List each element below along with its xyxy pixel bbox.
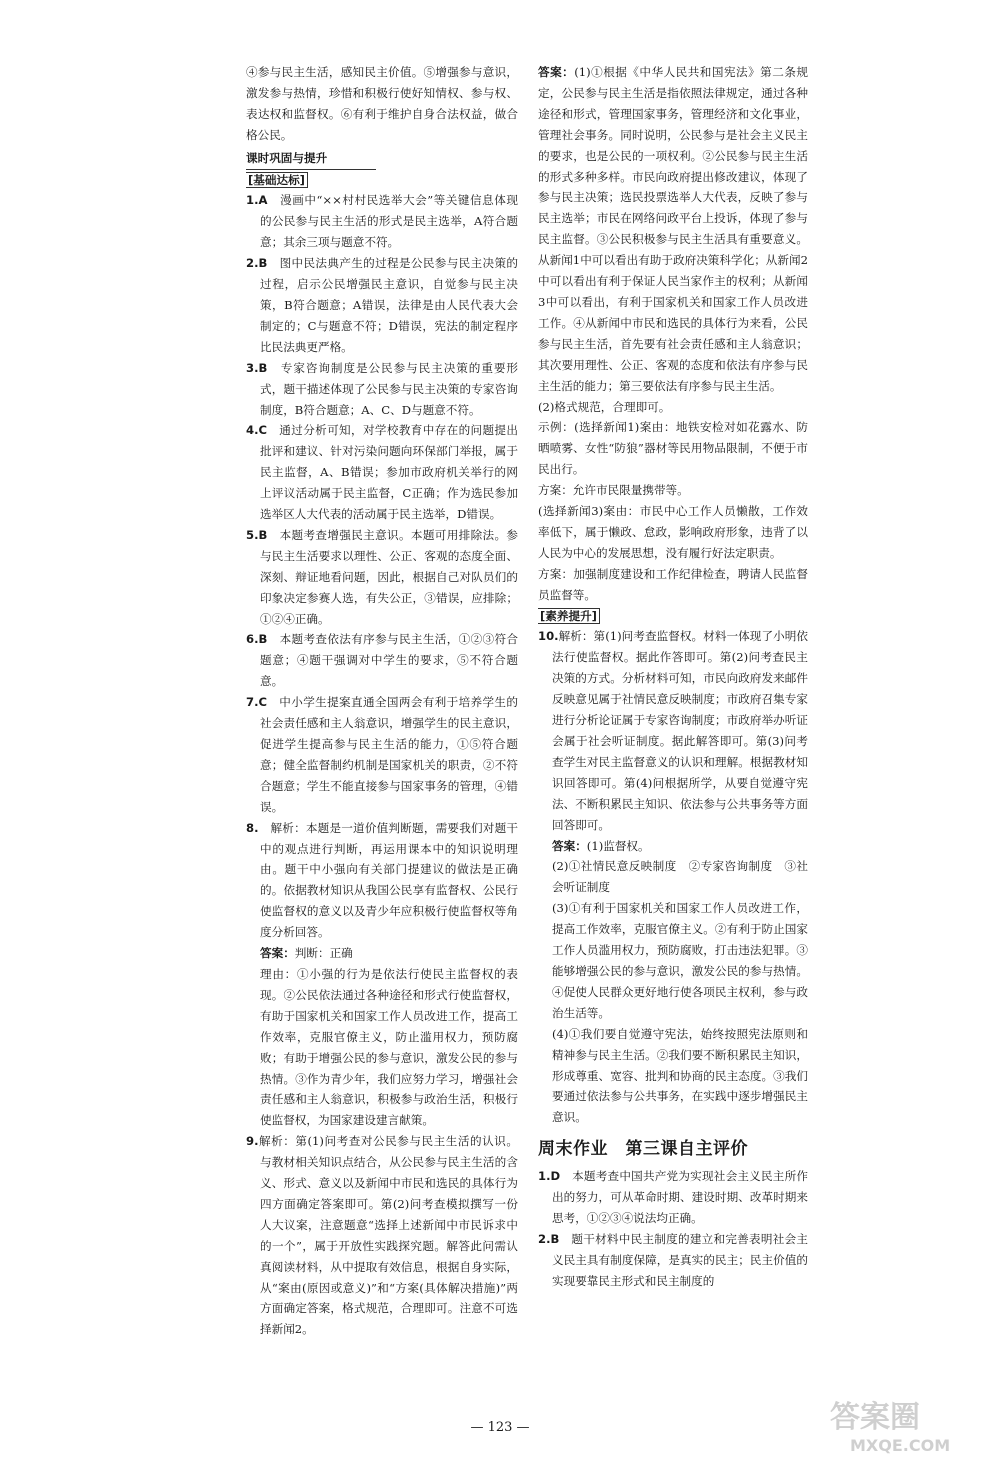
- question-item-text: 本题考查依法有序参与民主生活，①②③符合题意；④题干强调对中学生的要求，⑤不符合题意。: [260, 632, 518, 689]
- question-item-text: 解析：本题是一道价值判断题，需要我们对题干中的观点进行判断，再运用课本中的知识说明理由。题干中小强向有关部门提建议的做法是正确的。依据教材知识从我国公民享有监督权、公民行使监督权的意义以及青少年应积极行使监督权等角度分析回答。: [260, 820, 518, 940]
- page-number: — 123 —: [470, 1420, 530, 1435]
- answer9-part2: (2)格式规范，合理即可。: [538, 399, 671, 414]
- item-9-text: 解析：第(1)问考查对公民参与民主生活的认识。与教材相关知识点结合，从公民参与民主生活的含义、形式、意义以及新闻中市民和选民的具体行为四方面确定答案即可。第(2)问考查模拟撰写一份人大议案，注意题意“选择上述新闻中市民诉求中的一个”，属于开放性实践探究题。解答此问需认真阅读材料，从中提取有效信息，根据自身实际，从“案由(原因或意义)”和“方案(具体解决措施)”两方面确定答案，格式规范，合理即可。注意不可选择新闻2。: [258, 1134, 518, 1337]
- weekly-item-2: [538, 1229, 808, 1292]
- weekly-item-1: [538, 1166, 808, 1229]
- question-item-8: [246, 818, 518, 943]
- watermark-logo: [820, 1395, 985, 1457]
- question-item-text: 漫画中“××村村民选举大会”等关键信息体现的公民参与民主生活的形式是民主选举，A符合题意；其余三项与题意不符。: [260, 193, 518, 250]
- question-item-num: 4.C: [246, 423, 267, 438]
- answer8-label: 答案：: [260, 946, 295, 961]
- item-9: [246, 1131, 518, 1340]
- weekly-items: [538, 1166, 808, 1291]
- answer10-a3: (3)①有利于国家机关和国家工作人员改进工作，提高工作效率，克服官僚主义。②有利于防止国家工作人员滥用权力，预防腐败，打击违法犯罪。③能够增强公民的参与意识，激发公民的参与热情。④促使人民群众更好地行使各项民主权利，参与政治生活等。: [552, 901, 808, 1020]
- item-10-num: 10.: [538, 629, 559, 644]
- question-item-1: [246, 190, 518, 253]
- answer9-plan3: 方案：加强制度建设和工作纪律检查，聘请人民监督员监督等。: [538, 566, 808, 602]
- question-item-text: 中小学生提案直通全国两会有利于培养学生的社会责任感和主人翁意识，增强学生的民主意识，促进学生提高参与民主生活的能力，①⑤符合题意；健全监督制约机制是国家机关的职责，②不符合题意；学生不能直接参与国家事务的管理，④错误。: [260, 695, 518, 814]
- question-item-3: [246, 358, 518, 421]
- question-item-num: 2.B: [246, 256, 268, 271]
- item-9-num: 9.: [246, 1134, 259, 1149]
- answer9-example3: (选择新闻3)案由：市民中心工作人员懒散，工作效率低下，属于懒政、怠政，影响政府形象，违背了以人民为中心的发展思想，没有履行好法定职责。: [538, 504, 808, 560]
- subsection-basic: [246, 170, 518, 191]
- answer10-a2: (2)①社情民意反映制度 ②专家咨询制度 ③社会听证制度: [552, 859, 808, 895]
- question-item-text: 通过分析可知，对学校教育中存在的问题提出批评和建议、针对污染问题向环保部门举报，属于民主监督，A、B错误；参加市政府机关举行的网上评议活动属于民主监督，C正确；作为选民参加选举区人大代表的活动属于民主选举，D错误。: [260, 423, 518, 522]
- answer9-text: (1)①根据《中华人民共和国宪法》第二条规定，公民参与民主生活是指依照法律规定，通过各种途径和形式，管理国家事务，管理经济和文化事业，管理社会事务。同时说明，公民参与是社会主义民主的要求，也是公民的一项权利。②公民参与民主生活的形式多种多样。市民向政府提出修改建议，体现了参与民主决策；选民投票选举人大代表，反映了参与民主选举；市民在网络问政平台上投诉，体现了参与民主监督。③公民积极参与民主生活具有重要意义。从新闻1中可以看出有助于政府决策科学化；从新闻2中可以看出有利于保证人民当家作主的权利；从新闻3中可以看出，有利于国家机关和国家工作人员改进工作。④从新闻中市民和选民的具体行为来看，公民参与民主生活，首先要有社会责任感和主人翁意识；其次要用理性、公正、客观的态度和依法有序参与民主生活的能力；第三要依法有序参与民主生活。: [538, 65, 808, 393]
- question-item-text: 本题考查增强民主意识。本题可用排除法。参与民主生活要求以理性、公正、客观的态度全面、深刻、辩证地看问题，因此，根据自己对队员们的印象决定参赛人选，有失公正，③错误，应排除；①②④正确。: [260, 527, 518, 626]
- answer10: [538, 836, 808, 857]
- answer8-body: 理由：①小强的行为是依法行使民主监督权的表现。②公民依法通过各种途径和形式行使监督权，有助于国家机关和国家工作人员改进工作，提高工作效率，克服官僚主义，防止滥用权力，预防腐败；有助于增强公民的参与意识，激发公民的参与热情。③作为青少年，我们应努力学习，增强社会责任感和主人翁意识，积极参与政治生活，积极行使监督权，为国家建设建言献策。: [260, 966, 518, 1128]
- answer9: [538, 62, 808, 397]
- weekly-item-text: 题干材料中民主制度的建立和完善表明社会主义民主具有制度保障，是真实的民主；民主价值的实现要靠民主形式和民主制度的: [552, 1231, 808, 1288]
- left-items: [246, 190, 518, 943]
- item-10: [538, 626, 808, 835]
- question-item-text: 专家咨询制度是公民参与民主决策的重要形式，题干描述体现了公民参与民主决策的专家咨询制度，B符合题意；A、C、D与题意不符。: [260, 360, 518, 417]
- subsection-advanced-label: [素养提升]: [538, 608, 600, 624]
- left-column: [246, 62, 518, 1340]
- section-title: 课时巩固与提升: [246, 148, 376, 170]
- answer9-example1: 示例：(选择新闻1)案由：地铁安检对如花露水、防晒喷雾、女性“防狼”器材等民用物品限制，不便于市民出行。: [538, 420, 808, 477]
- question-item-num: 7.C: [246, 695, 267, 710]
- answer8-head: 判断：正确: [294, 946, 353, 961]
- question-item-5: [246, 525, 518, 630]
- question-item-4: [246, 420, 518, 525]
- question-item-num: 3.B: [246, 360, 268, 375]
- answer10-a1: (1)监督权。: [586, 838, 650, 853]
- answer10-a4: (4)①我们要自觉遵守宪法，始终按照宪法原则和精神参与民主生活。②我们要不断积累民主知识，形成尊重、宽容、批判和协商的民主态度。③我们要通过依法参与公共事务，在实践中逐步增强民主意识。: [552, 1026, 808, 1125]
- item-10-text: 解析：第(1)问考查监督权。材料一体现了小明依法行使监督权。据此作答即可。第(2)问考查民主决策的方式。分析材料可知，市民向政府发来邮件反映意见属于社情民意反映制度；市政府召集专家进行分析论证属于专家咨询制度；市政府举办听证会属于社会听证制度。据此解答即可。第(3)问考查学生对民主监督意义的认识和理解。根据教材知识回答即可。第(4)问根据所学，从要自觉遵守宪法、不断积累民主知识、依法参与公共事务等方面回答即可。: [552, 629, 808, 832]
- svg-text:MXQE.COM: MXQE.COM: [850, 1436, 951, 1455]
- question-item-num: 5.B: [246, 527, 268, 542]
- subsection-advanced: [538, 606, 808, 627]
- question-item-num: 8.: [246, 820, 259, 835]
- question-item-text: 图中民法典产生的过程是公民参与民主决策的过程，启示公民增强民主意识，自觉参与民主决策，B符合题意；A错误，法律是由人民代表大会制定的；C与题意不符；D错误，宪法的制定程序比民法典更严格。: [260, 256, 518, 354]
- weekly-item-text: 本题考查中国共产党为实现社会主义民主所作出的努力，可从革命时期、建设时期、改革时期来思考，①②③④说法均正确。: [552, 1169, 808, 1226]
- question-item-2: [246, 253, 518, 358]
- intro-paragraph: ④参与民主生活，感知民主价值。⑤增强参与意识，激发参与热情，珍惜和积极行使好知情权、参与权、表达权和监督权。⑥有利于维护自身合法权益，做合格公民。: [246, 65, 518, 142]
- question-item-7: [246, 692, 518, 817]
- weekly-title: 周末作业 第三课自主评价: [538, 1139, 748, 1160]
- answer8: [246, 943, 518, 964]
- answer9-label: 答案：: [538, 65, 575, 79]
- weekly-item-num: 2.B: [538, 1231, 560, 1246]
- answer9-plan1: 方案：允许市民限量携带等。: [538, 483, 689, 498]
- question-item-num: 1.A: [246, 193, 268, 208]
- right-column: [538, 62, 808, 1292]
- question-item-num: 6.B: [246, 632, 268, 647]
- svg-text:答案圈: 答案圈: [830, 1400, 920, 1435]
- weekly-item-num: 1.D: [538, 1169, 561, 1184]
- answer10-label: 答案：: [552, 838, 587, 853]
- subsection-basic-label: [基础达标]: [246, 172, 308, 188]
- question-item-6: [246, 629, 518, 692]
